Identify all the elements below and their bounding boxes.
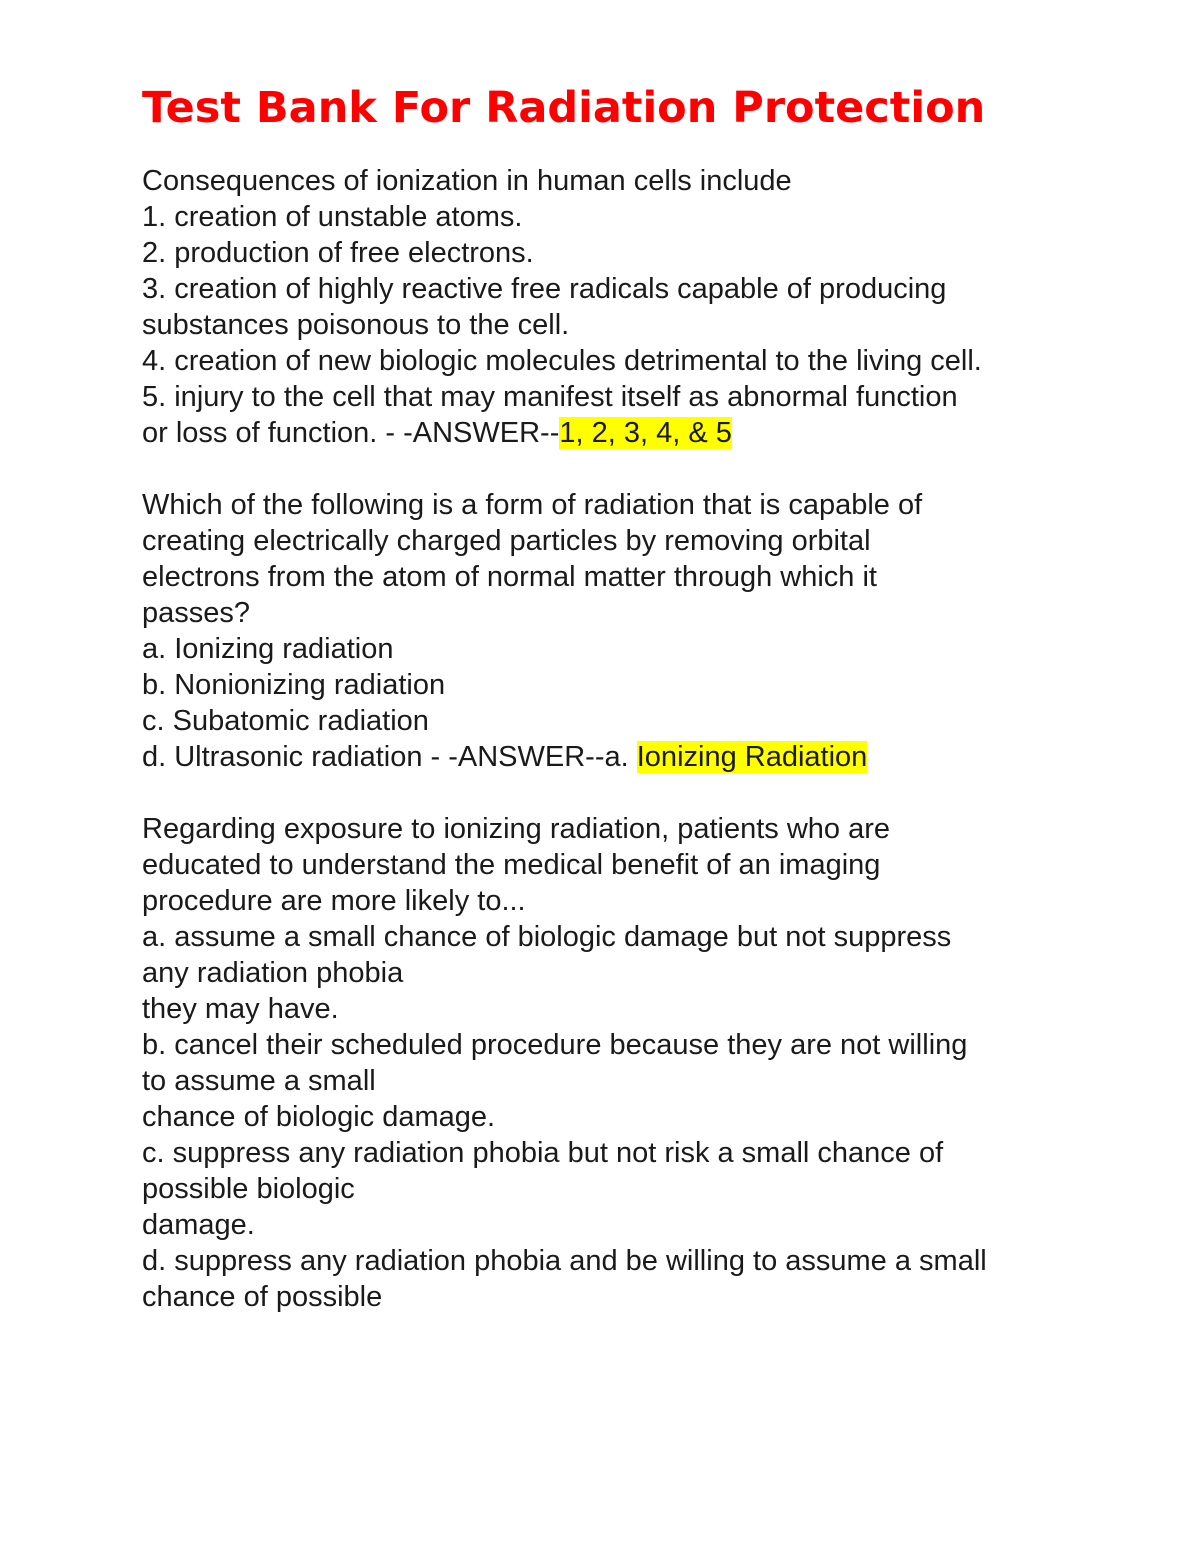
question-1-line: 2. production of free electrons. (142, 237, 534, 269)
paragraph-spacer (142, 451, 1142, 487)
answer-prefix: d. Ultrasonic radiation - -ANSWER--a. (142, 741, 637, 773)
question-3-line: a. assume a small chance of biologic damage but not suppress (142, 921, 952, 953)
question-3-line: c. suppress any radiation phobia but not risk a small chance of (142, 1137, 944, 1169)
question-3-line: Regarding exposure to ionizing radiation, patients who are (142, 813, 891, 845)
question-1-line: substances poisonous to the cell. (142, 309, 570, 341)
question-1-line: 3. creation of highly reactive free radicals capable of producing (142, 273, 947, 305)
question-2-line: passes? (142, 597, 251, 629)
paragraph-spacer (142, 775, 1142, 811)
question-2 (142, 487, 1142, 775)
answer-prefix: or loss of function. - -ANSWER-- (142, 417, 560, 449)
document-title: Test Bank For Radiation Protection (142, 83, 986, 133)
question-1-line: 5. injury to the cell that may manifest itself as abnormal function (142, 381, 958, 413)
question-2-line: Which of the following is a form of radiation that is capable of (142, 489, 923, 521)
document-body (142, 163, 1142, 1315)
highlighted-answer: Ionizing Radiation (636, 741, 868, 773)
question-1 (142, 163, 1142, 451)
question-2-line: c. Subatomic radiation (142, 705, 429, 737)
question-3-line: d. suppress any radiation phobia and be willing to assume a small (142, 1245, 987, 1277)
question-2-line: creating electrically charged particles by removing orbital (142, 525, 871, 557)
question-3-line: any radiation phobia (142, 957, 404, 989)
question-3-line: possible biologic (142, 1173, 355, 1205)
question-1-line: 1. creation of unstable atoms. (142, 201, 523, 233)
question-3-line: they may have. (142, 993, 339, 1025)
question-1-line: Consequences of ionization in human cells include (142, 165, 792, 197)
question-3-line: chance of possible (142, 1281, 383, 1313)
question-3-line: b. cancel their scheduled procedure because they are not willing (142, 1029, 968, 1061)
question-3 (142, 811, 1142, 1315)
question-3-line: to assume a small (142, 1065, 376, 1097)
question-2-answer-line (142, 739, 1142, 775)
question-2-line: a. Ionizing radiation (142, 633, 394, 665)
question-2-line: b. Nonionizing radiation (142, 669, 446, 701)
question-3-line: chance of biologic damage. (142, 1101, 496, 1133)
question-3-line: damage. (142, 1209, 255, 1241)
question-1-line: 4. creation of new biologic molecules detrimental to the living cell. (142, 345, 982, 377)
question-3-line: procedure are more likely to... (142, 885, 526, 917)
question-2-line: electrons from the atom of normal matter through which it (142, 561, 877, 593)
question-3-line: educated to understand the medical benefit of an imaging (142, 849, 881, 881)
highlighted-answer: 1, 2, 3, 4, & 5 (559, 417, 732, 449)
question-1-answer-line (142, 415, 1142, 451)
